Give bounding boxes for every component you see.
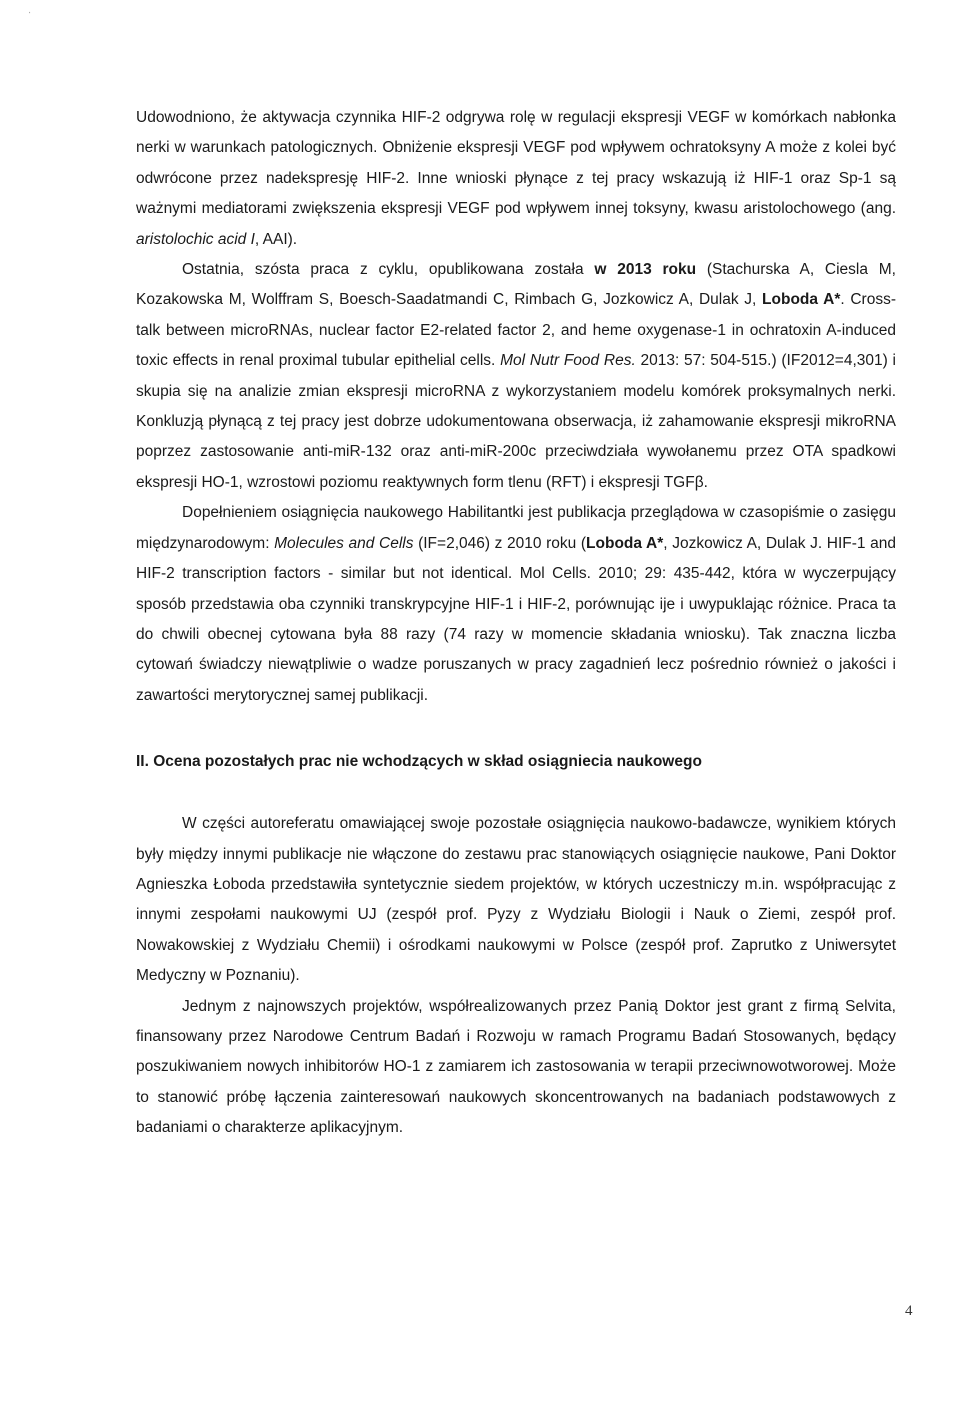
text-segment: Udowodniono, że aktywacja czynnika HIF-2 odgrywa rolę w regulacji ekspresji VEGF w komórkach nabłonka nerki w warunkach patologicznych. Obniżenie ekspresji VEGF pod wpływem ochratoksyny A może z kolei być odwrócone przez nadekspresję HIF-2. Inne wnioski płynące z tej pracy wskazują iż HIF-1 oraz Sp-1 są ważnymi mediatorami zwiększenia ekspresji VEGF pod wpływem innej toksyny, kwasu aristolochowego (ang.	[136, 109, 896, 218]
text-segment: Dopełnieniem osiągnięcia naukowego Habilitantki jest publikacja przeglądowa w czasopiśmie o zasięgu międzynarodowym:	[136, 504, 896, 552]
document-body	[136, 103, 896, 1144]
section-heading: II. Ocena pozostałych prac nie wchodzących w skład osiągniecia naukowego	[136, 753, 702, 771]
bold-author: Loboda A*	[762, 291, 841, 309]
text-segment: Ostatnia, szósta praca z cyklu, opublikowana została	[182, 261, 595, 279]
text-segment: (Stachurska A, Ciesla M, Kozakowska M, Wolffram S, Boesch-Saadatmandi C, Rimbach G, Jozkowicz A, Dulak J,	[136, 261, 896, 309]
text-segment: 2013: 57: 504-515.) (IF2012=4,301) i skupia się na analizie zmian ekspresji microRNA z wykorzystaniem modelu komórek proksymalnych nerki. Konkluzją płynącą z tej pracy jest dobrze udokumentowana obserwacja, iż zahamowanie ekspresji mikroRNA poprzez zastosowanie anti-miR-132 oraz anti-miR-200c przeciwdziała wywołanemu przez OTA spadkowi ekspresji HO-1, wzrostowi poziomu reaktywnych form tlenu (RFT) i ekspresji TGFβ.	[136, 352, 896, 491]
text-segment: , Jozkowicz A, Dulak J. HIF-1 and HIF-2 transcription factors - similar but not identical. Mol Cells. 2010; 29: 435-442, która w wyczerpujący sposób przedstawia oba czynniki transkrypcyjne HIF-1 i HIF-2, porównując ije i uwypuklając różnice. Praca ta do chwili obecnej cytowana była 88 razy (74 razy w momencie składania wniosku). Tak znaczna liczba cytowań świadczy niewątpliwie o wadze poruszanych w pracy zagadnień lecz pośrednio również o jakości i zawartości merytorycznej samej publikacji.	[136, 534, 897, 704]
page-number: 4	[905, 1303, 913, 1319]
bold-year: w 2013 roku	[594, 261, 697, 279]
italic-journal: Molecules and Cells	[274, 534, 414, 552]
text-segment: , AAI).	[254, 230, 298, 248]
text-segment: . Cross-talk between microRNAs, nuclear factor E2-related factor 2, and heme oxygenase-1 in ochratoxin A-induced toxic effects in renal proximal tubular epithelial cells.	[136, 291, 897, 370]
italic-term: aristolochic acid I	[136, 230, 255, 248]
paragraph-sixth-paper	[136, 255, 896, 498]
paragraph-other-achievements: W części autoreferatu omawiającej swoje pozostałe osiągnięcia naukowo-badawcze, wynikiem których były między innymi publikacje nie włączone do zestawu prac stanowiących osiągnięcie naukowe, Pani Doktor Agnieszka Łoboda przedstawiła syntetycznie siedem projektów, w których uczestniczy m.in. współpracując z innymi zespołami naukowymi UJ (zespół prof. Pyzy z Wydziału Biologii i Nauk o Ziemi, zespół prof. Nowakowskiej z Wydziału Chemii) i ośrodkami naukowymi w Polsce (zespół prof. Zaprutko z Uniwersytet Medyczny w Poznaniu).	[136, 815, 896, 985]
paragraph-review-publication	[136, 498, 896, 711]
italic-journal: Mol Nutr Food Res.	[500, 352, 636, 370]
bold-author: Loboda A*	[586, 534, 664, 552]
paragraph-selvita-grant: Jednym z najnowszych projektów, współrealizowanych przez Panią Doktor jest grant z firmą Selvita, finansowany przez Narodowe Centrum Badań i Rozwoju w ramach Programu Badań Stosowanych, będący poszukiwaniem nowych inhibitorów HO-1 z zamiarem ich zastosowania w terapii przeciwnowotworowej. Może to stanowić próbę łączenia zainteresowań naukowych skoncentrowanych na badaniach podstawowych z badaniami o charakterze aplikacyjnym.	[136, 997, 896, 1137]
scan-artifact: ⋅	[28, 8, 32, 19]
text-segment: (IF=2,046) z 2010 roku (	[413, 534, 587, 552]
paragraph-hif2-vegf	[136, 103, 896, 255]
